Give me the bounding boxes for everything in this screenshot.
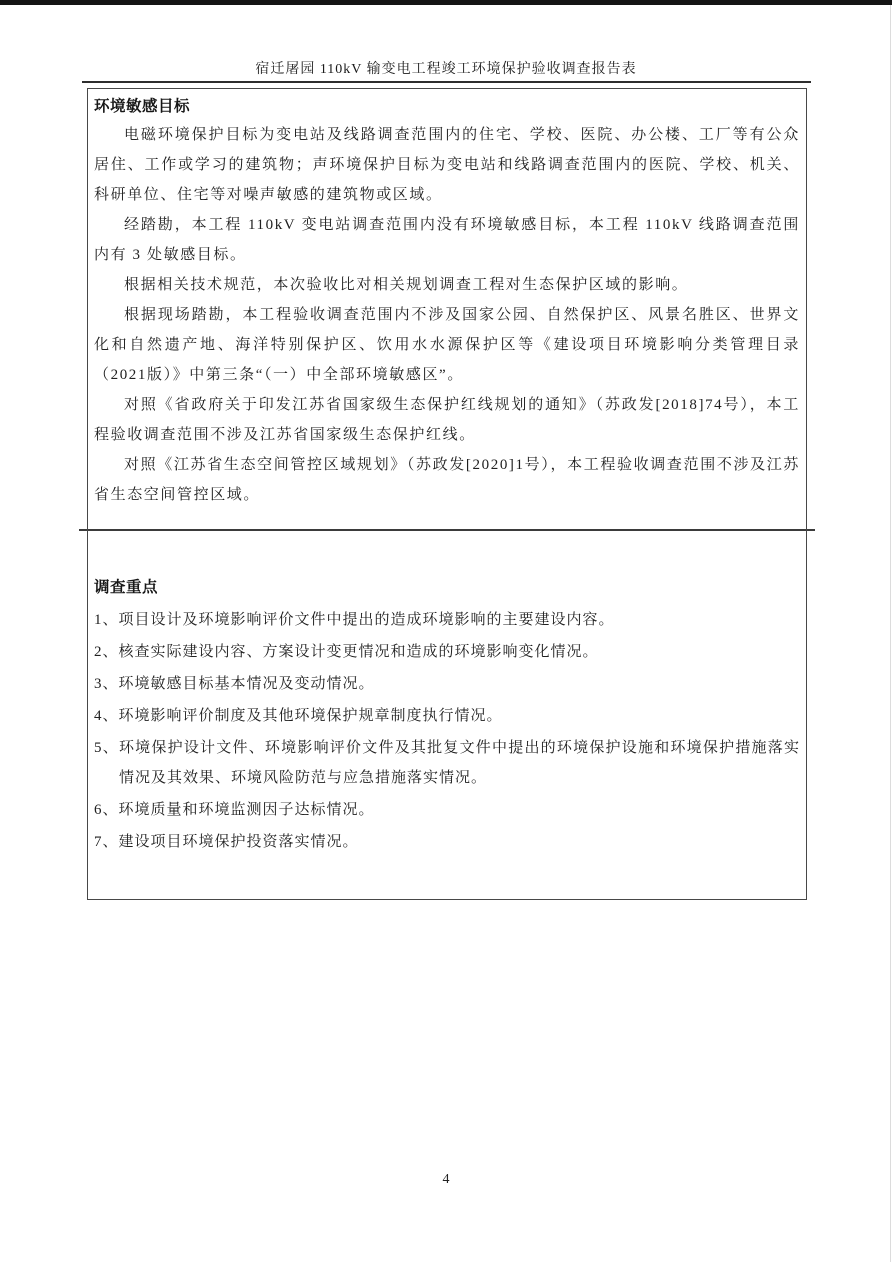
paragraph: 电磁环境保护目标为变电站及线路调查范围内的住宅、学校、医院、办公楼、工厂等有公众居住、工作或学习的建筑物；声环境保护目标为变电站和线路调查范围内的医院、学校、机关、科研单位、住宅等对噪声敏感的建筑物或区域。 xyxy=(94,127,800,203)
scan-top-bar xyxy=(0,0,892,5)
section-title: 环境敏感目标 xyxy=(94,98,191,115)
section-title: 调查重点 xyxy=(94,579,159,596)
paragraph: 根据相关技术规范，本次验收比对相关规划调查工程对生态保护区域的影响。 xyxy=(124,277,689,293)
list-item: 5、环境保护设计文件、环境影响评价文件及其批复文件中提出的环境保护设施和环境保护措施落实情况及其效果、环境风险防范与应急措施落实情况。 xyxy=(94,740,800,786)
scan-right-edge-line xyxy=(890,5,891,1262)
document-header-title: 宿迁屠园 110kV 输变电工程竣工环境保护验收调查报告表 xyxy=(255,62,637,77)
list-item: 6、环境质量和环境监测因子达标情况。 xyxy=(94,802,375,818)
header-rule xyxy=(82,81,811,83)
page-number: 4 xyxy=(442,1172,450,1187)
report-table xyxy=(87,88,807,900)
paragraph: 经踏勘，本工程 110kV 变电站调查范围内没有环境敏感目标，本工程 110kV 线路调查范围内有 3 处敏感目标。 xyxy=(94,217,800,263)
list-item: 2、核查实际建设内容、方案设计变更情况和造成的环境影响变化情况。 xyxy=(94,644,599,660)
section-survey-focus xyxy=(88,531,806,899)
list-item: 1、项目设计及环境影响评价文件中提出的造成环境影响的主要建设内容。 xyxy=(94,612,615,628)
section-environment-sensitive-targets xyxy=(88,89,806,531)
list-item: 4、环境影响评价制度及其他环境保护规章制度执行情况。 xyxy=(94,708,503,724)
paragraph: 对照《省政府关于印发江苏省国家级生态保护红线规划的通知》（苏政发[2018]74号），本工程验收调查范围不涉及江苏省国家级生态保护红线。 xyxy=(94,397,800,443)
paragraph: 对照《江苏省生态空间管控区域规划》（苏政发[2020]1号），本工程验收调查范围不涉及江苏省生态空间管控区域。 xyxy=(94,457,800,503)
list-item: 7、建设项目环境保护投资落实情况。 xyxy=(94,834,359,850)
paragraph: 根据现场踏勘，本工程验收调查范围内不涉及国家公园、自然保护区、风景名胜区、世界文化和自然遗产地、海洋特别保护区、饮用水水源保护区等《建设项目环境影响分类管理目录（2021版）》中第三条“（一）中全部环境敏感区”。 xyxy=(94,307,800,383)
list-item: 3、环境敏感目标基本情况及变动情况。 xyxy=(94,676,375,692)
